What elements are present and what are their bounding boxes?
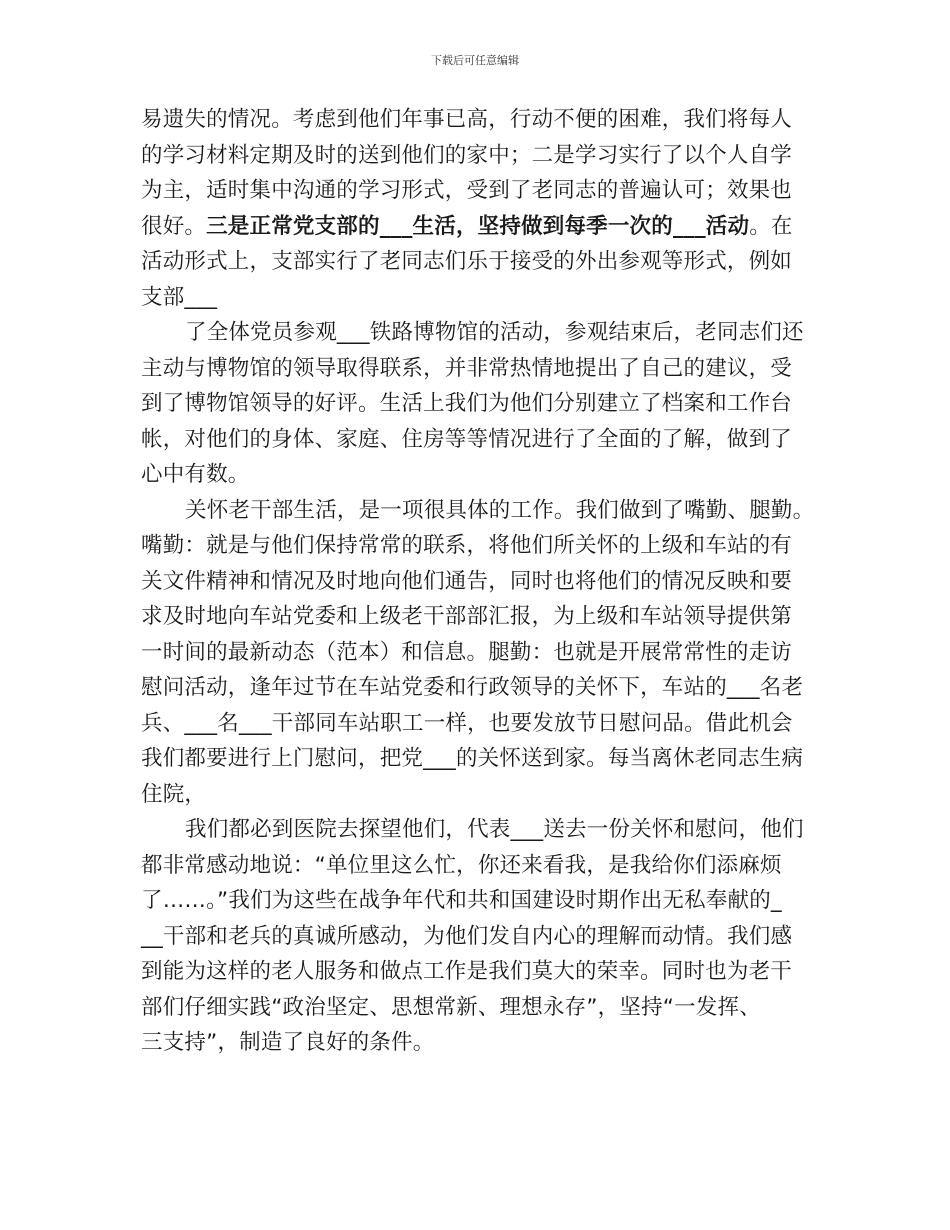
text-line (141, 209, 831, 245)
paragraph-first-line: 了全体党员参观___铁路博物馆的活动，参观结束后，老同志们还 (185, 320, 804, 345)
text-line: 求及时地向车站党委和上级老干部部汇报，为上级和车站领导提供第 (141, 604, 793, 629)
page-header: 下载后可任意编辑 (431, 54, 519, 67)
paragraph-first-line: 我们都必到医院去探望他们，代表___送去一份关怀和慰问，他们 (185, 817, 804, 842)
text-line: 三支持”，制造了良好的条件。 (141, 1030, 435, 1055)
text-line: 嘴勤：就是与他们保持常常的联系，将他们所关怀的上级和车站的有 (141, 533, 793, 558)
text-line: 我们都要进行上门慰问，把党___的关怀送到家。每当离休老同志生病 (141, 746, 804, 771)
text-line: 到能为这样的老人服务和做点工作是我们莫大的荣幸。同时也为老干 (141, 959, 793, 984)
bold-text-segment: 三是正常党支部的___生活，坚持做到每季一次的___活动 (206, 213, 750, 239)
text-line: 帐，对他们的身体、家庭、住房等等情况进行了全面的了解，做到了 (141, 426, 793, 452)
text-line: 为主，适时集中沟通的学习形式，受到了老同志的普遍认可；效果也 (141, 178, 793, 203)
text-line: 活动形式上，支部实行了老同志们乐于接受的外出参观等形式，例如 (141, 249, 793, 274)
text-line: 主动与博物馆的领导取得联系，并非常热情地提出了自己的建议，受 (141, 355, 793, 381)
text-line: 的学习材料定期及时的送到他们的家中；二是学习实行了以个人自学 (141, 142, 793, 168)
text-line: 到了博物馆领导的好评。生活上我们为他们分别建立了档案和工作台 (141, 391, 793, 416)
paragraph-first-line: 关怀老干部生活，是一项很具体的工作。我们做到了嘴勤、腿勤。 (185, 497, 815, 523)
text-line: __干部和老兵的真诚所感动，为他们发自内心的理解而动情。我们感 (141, 923, 793, 949)
text-line: 兵、___名___干部同车站职工一样，也要发放节日慰问品。借此机会 (141, 710, 793, 736)
text-line: 心中有数。 (141, 462, 250, 487)
text-line: 关文件精神和情况及时地向他们通告，同时也将他们的情况反映和要 (141, 568, 793, 594)
text-line: 一时间的最新动态（范本）和信息。腿勤：也就是开展常常性的走访 (141, 639, 793, 665)
text-line: 了……。”我们为这些在战争年代和共和国建设时期作出无私奉献的_ (141, 888, 782, 913)
text-line: 慰问活动，逢年过节在车站党委和行政领导的关怀下，车站的___名老 (141, 675, 804, 700)
document-body (141, 102, 831, 1061)
text-line: 都非常感动地说：“单位里这么忙，你还来看我，是我给你们添麻烦 (141, 852, 782, 878)
text-line: 住院， (141, 781, 207, 807)
text-segment: 很好。 (141, 213, 207, 239)
text-segment: 。在 (749, 213, 793, 239)
text-line: 易遗失的情况。考虑到他们年事已高，行动不便的困难，我们将每人 (141, 107, 793, 132)
text-line: 支部___ (141, 284, 218, 310)
text-line: 部们仔细实践“政治坚定、思想常新、理想永存”，坚持“一发挥、 (141, 994, 761, 1020)
